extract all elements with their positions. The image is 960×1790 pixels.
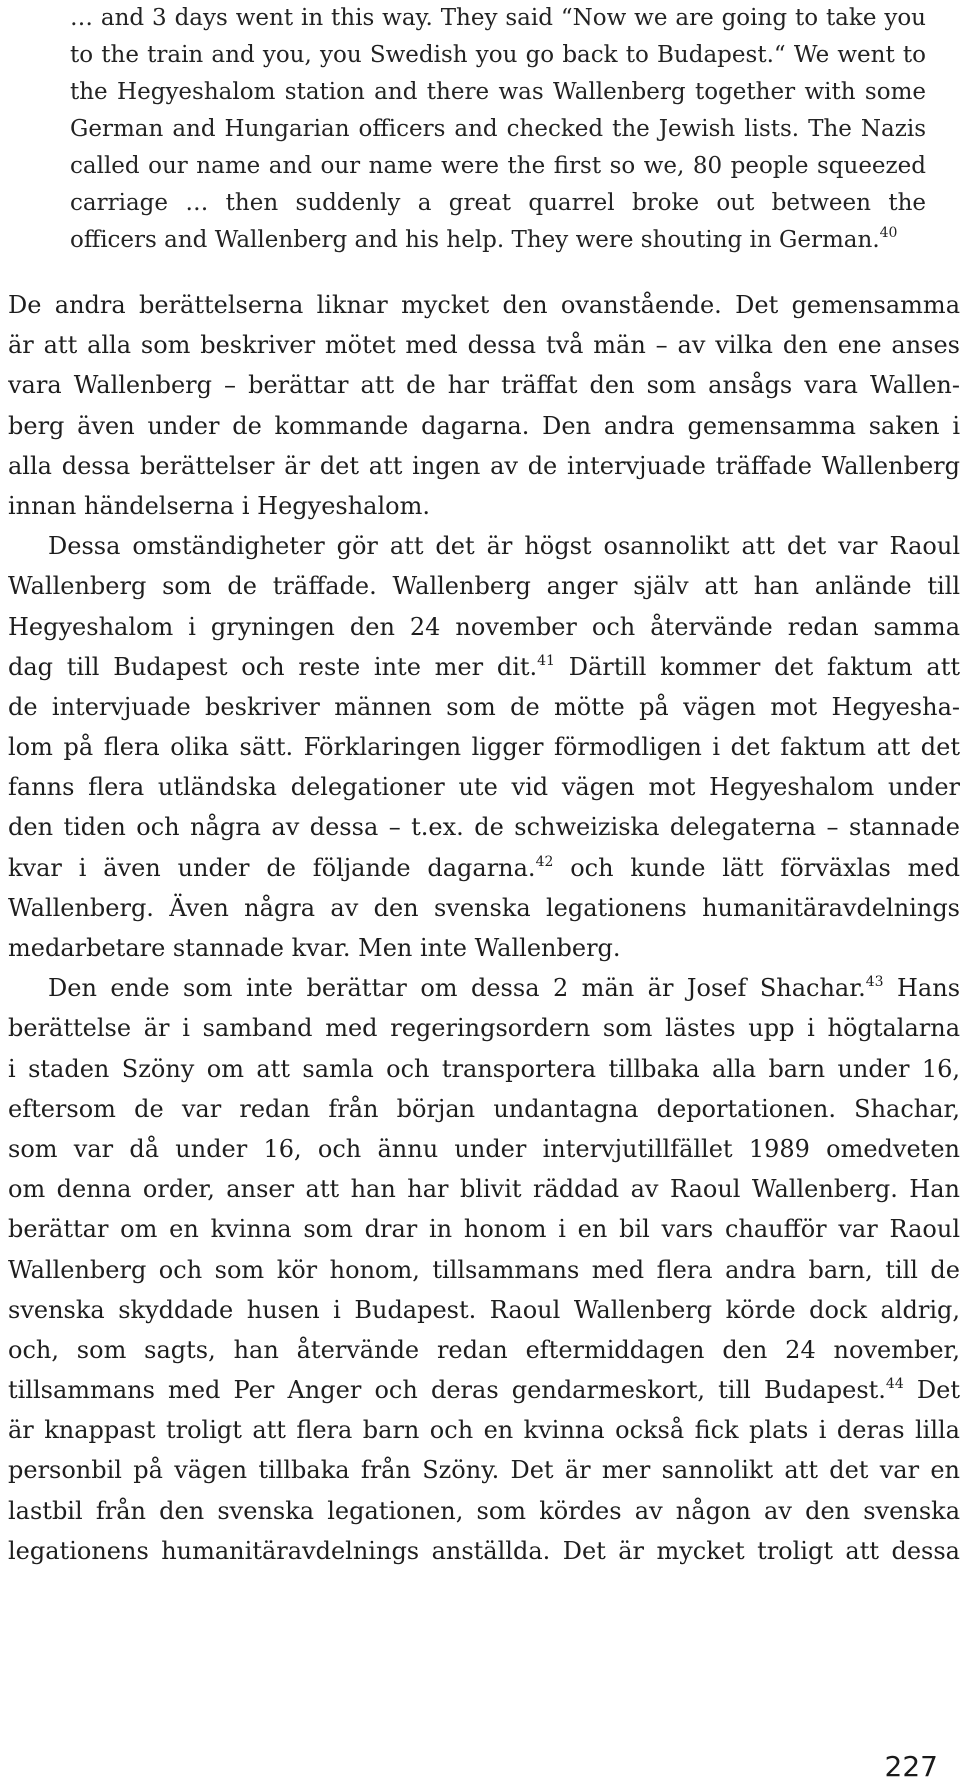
footnote-marker: 41 <box>537 652 555 669</box>
footnote-marker: 42 <box>535 853 554 870</box>
body-line <box>8 325 960 365</box>
quote-line: … and 3 days went in this way. They said “Now we are going to take you <box>70 5 926 31</box>
body-line <box>8 1049 960 1089</box>
body-line-text: fanns flera utländska delegationer ute vid vägen mot Hegyeshalom under <box>8 773 960 802</box>
body-line-text: i staden Szöny om att samla och transportera tillbaka alla barn under 16, <box>8 1054 960 1083</box>
body-line <box>8 687 960 727</box>
body-line-text: svenska skyddade husen i Budapest. Raoul Wallenberg körde dock aldrig, <box>8 1295 960 1324</box>
body-line-text: om denna order, anser att han har blivit räddad av Raoul Wallenberg. Han <box>8 1175 960 1204</box>
quote-line: German and Hungarian officers and checked the Jewish lists. The Nazis <box>70 116 926 142</box>
body-line <box>8 1491 960 1531</box>
body-line <box>8 1250 960 1290</box>
footnote-marker: 44 <box>885 1376 904 1393</box>
quote-line: carriage … then suddenly a great quarrel broke out between the <box>70 190 926 216</box>
body-line <box>8 365 960 405</box>
body-line-text: Dessa omständigheter gör att det är högst osannolikt att det var Raoul <box>48 532 960 561</box>
body-line <box>8 1008 960 1048</box>
body-line-text-after: Det <box>903 1376 960 1405</box>
body-line-text: innan händelserna i Hegyeshalom. <box>8 491 430 520</box>
body-line-text: eftersom de var redan från början undantagna deportationen. Shachar, <box>8 1094 960 1123</box>
body-line-text: personbil på vägen tillbaka från Szöny. Det är mer sannolikt att det var en <box>8 1456 960 1485</box>
body-line <box>8 888 960 928</box>
body-line-text: Wallenberg. Även några av den svenska legationens humanitäravdelnings <box>8 893 960 922</box>
body-line <box>8 928 960 968</box>
footnote-marker: 40 <box>879 225 898 242</box>
body-line <box>8 767 960 807</box>
body-line-text: medarbetare stannade kvar. Men inte Wallenberg. <box>8 934 621 962</box>
body-line-text: Wallenberg som de träffade. Wallenberg anger själv att han anlände till <box>8 572 960 601</box>
body-line-text: Wallenberg och som kör honom, tillsammans med flera andra barn, till de <box>8 1255 960 1284</box>
body-line <box>8 807 960 847</box>
quote-line: called our name and our name were the first so we, 80 people squeezed <box>70 153 926 179</box>
body-line <box>8 647 960 687</box>
body-line <box>8 1129 960 1169</box>
body-line <box>8 1209 960 1249</box>
quote-line: the Hegyeshalom station and there was Wallenberg together with some <box>70 79 926 105</box>
body-line-text: den tiden och några av dessa – t.ex. de schweiziska delegaterna – stannade <box>8 813 960 842</box>
body-line-text: är att alla som beskriver mötet med dessa två män – av vilka den ene anses <box>8 331 960 360</box>
body-line <box>8 727 960 767</box>
body-text <box>8 285 960 1571</box>
body-line <box>8 1450 960 1490</box>
body-line-text: vara Wallenberg – berättar att de har träffat den som ansågs vara Wallen- <box>8 371 960 400</box>
body-line-text: Den ende som inte berättar om dessa 2 män är Josef Shachar. <box>48 974 866 1003</box>
body-line <box>8 607 960 647</box>
footnote-marker: 43 <box>865 974 884 991</box>
body-line-text: de intervjuade beskriver männen som de mötte på vägen mot Hegyesha- <box>8 692 960 721</box>
body-line-text: De andra berättelserna liknar mycket den ovanstående. Det gemensamma <box>8 291 960 319</box>
body-line-text: lastbil från den svenska legationen, som kördes av någon av den svenska <box>8 1496 960 1525</box>
body-line-text: berättelse är i samband med regeringsordern som lästes upp i högtalarna <box>8 1014 960 1043</box>
body-line-text: berg även under de kommande dagarna. Den andra gemensamma saken i <box>8 411 960 440</box>
body-line-text: berättar om en kvinna som drar in honom i en bil vars chaufför var Raoul <box>8 1215 960 1244</box>
body-line <box>8 406 960 446</box>
body-line-text: lom på flera olika sätt. Förklaringen ligger förmodligen i det faktum att det <box>8 733 960 762</box>
body-line <box>8 848 960 888</box>
body-line-text: legationens humanitäravdelnings anställda. Det är mycket troligt att dessa <box>8 1536 960 1565</box>
body-line-text: som var då under 16, och ännu under intervjutillfället 1989 omedveten <box>8 1134 960 1163</box>
body-line <box>8 1531 960 1571</box>
body-line-text: och, som sagts, han återvände redan eftermiddagen den 24 november, <box>8 1335 960 1364</box>
body-line <box>8 526 960 566</box>
body-line-text: dag till Budapest och reste inte mer dit. <box>8 652 538 681</box>
body-line-text: tillsammans med Per Anger och deras gendarmeskort, till Budapest. <box>8 1376 886 1405</box>
page-number: 227 <box>884 1750 938 1783</box>
body-line <box>8 1290 960 1330</box>
body-line <box>8 1089 960 1129</box>
body-line <box>8 1410 960 1450</box>
body-line <box>8 1370 960 1410</box>
body-line <box>8 486 960 526</box>
body-line <box>8 566 960 606</box>
quote-line: to the train and you, you Swedish you go back to Budapest.“ We went to <box>70 42 926 68</box>
quote-line-last <box>70 222 926 259</box>
body-line-text-after: Därtill kommer det faktum att <box>554 652 960 681</box>
body-line-text: kvar i även under de följande dagarna. <box>8 853 536 882</box>
body-line-text: Hegyeshalom i gryningen den 24 november och återvände redan samma <box>8 612 960 641</box>
body-line-text: är knappast troligt att flera barn och en kvinna också fick plats i deras lilla <box>8 1416 960 1445</box>
quote-line-text: officers and Wallenberg and his help. They were shouting in German. <box>70 227 880 253</box>
body-line <box>8 285 960 325</box>
body-line-text-after: och kunde lätt förväxlas med <box>553 853 960 882</box>
block-quote <box>70 0 926 259</box>
body-line-text: alla dessa berättelser är det att ingen av de intervjuade träffade Wallenberg <box>8 451 960 480</box>
body-line-text-after: Hans <box>883 974 960 1003</box>
body-line <box>8 968 960 1008</box>
body-line <box>8 1330 960 1370</box>
body-line <box>8 1169 960 1209</box>
body-line <box>8 446 960 486</box>
